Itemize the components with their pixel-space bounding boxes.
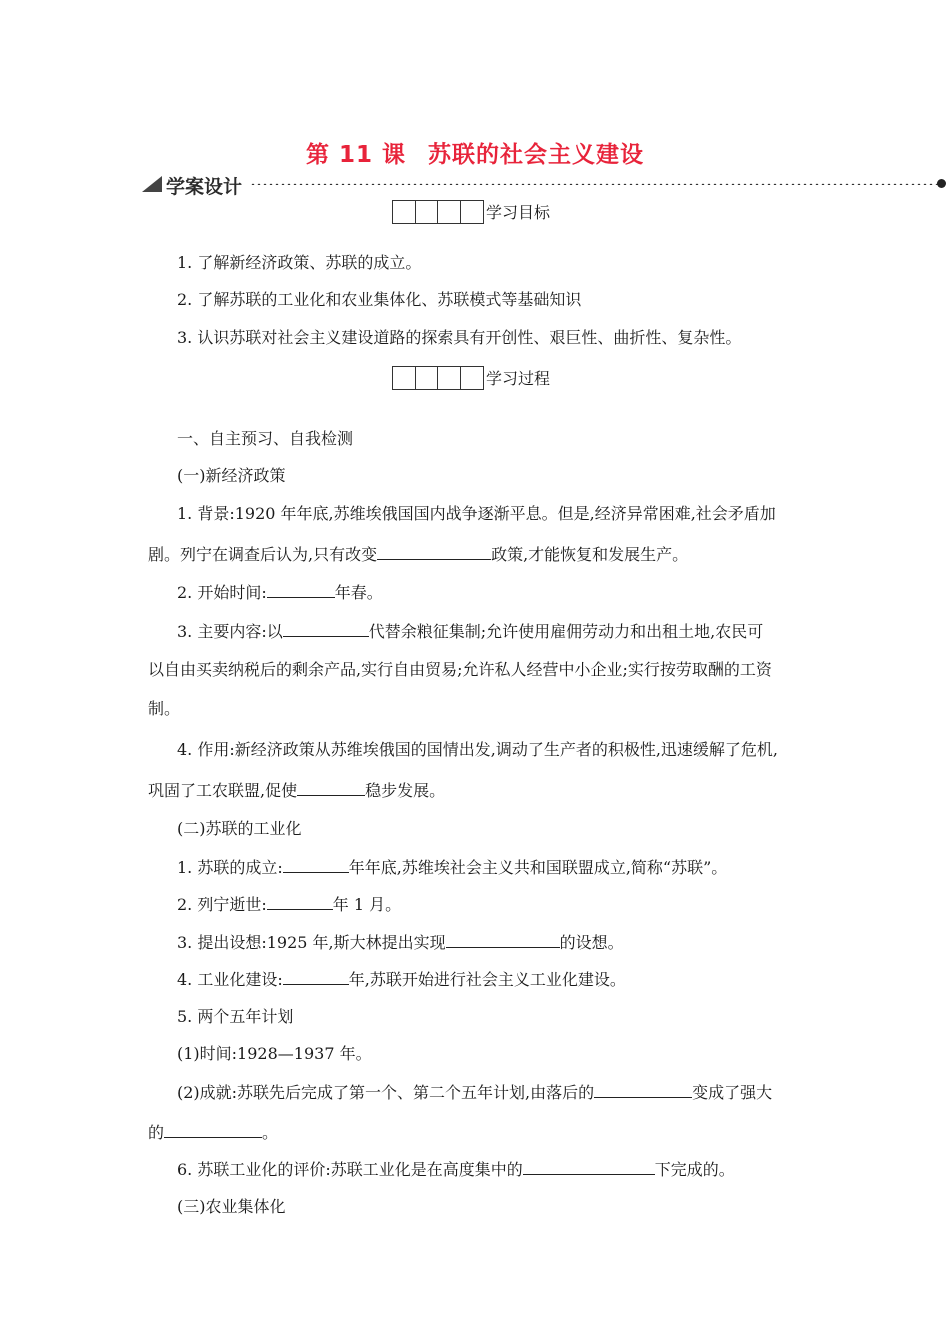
fill-blank[interactable] (267, 893, 333, 910)
process-header (392, 364, 550, 390)
fill-blank[interactable] (164, 1121, 262, 1138)
paragraph-line: 3. 主要内容:以 代替余粮征集制;允许使用雇佣劳动力和出租土地,农民可 (177, 622, 764, 641)
paragraph-line: 4. 工业化建设: 年,苏联开始进行社会主义工业化建设。 (177, 970, 626, 989)
section-header-bar (142, 172, 950, 198)
subsection-title: (一)新经济政策 (177, 466, 286, 485)
fill-blank[interactable] (283, 856, 349, 873)
lesson-title (0, 136, 950, 169)
paragraph-line: 剧。列宁在调查后认为,只有改变 政策,才能恢复和发展生产。 (148, 545, 689, 564)
fill-blank[interactable] (283, 620, 369, 637)
fill-blank[interactable] (377, 543, 491, 560)
part-title: 一、自主预习、自我检测 (177, 429, 354, 448)
paragraph-line: 巩固了工农联盟,促使 稳步发展。 (148, 781, 446, 800)
lesson-number: 第 11 课 (305, 142, 407, 168)
paragraph-line: 4. 作用:新经济政策从苏维埃俄国的国情出发,调动了生产者的积极性,迅速缓解了危机, (177, 740, 779, 759)
fill-blank[interactable] (283, 968, 349, 985)
paragraph-line: 制。 (148, 699, 181, 718)
paragraph-line: (1)时间:1928—1937 年。 (177, 1044, 372, 1063)
paragraph-line: 5. 两个五年计划 (177, 1007, 294, 1026)
goal-item: 2. 了解苏联的工业化和农业集体化、苏联模式等基础知识 (177, 290, 582, 309)
goal-item: 3. 认识苏联对社会主义建设道路的探索具有开创性、艰巨性、曲折性、复杂性。 (177, 328, 742, 347)
paragraph-line: 1. 背景:1920 年年底,苏维埃俄国国内战争逐渐平息。但是,经济异常困难,社会矛盾加 (177, 504, 776, 523)
box-decoration (392, 366, 482, 390)
lesson-name: 苏联的社会主义建设 (428, 142, 645, 168)
section-label: 学案设计 (166, 176, 243, 198)
fill-blank[interactable] (594, 1081, 692, 1098)
goals-header (392, 198, 550, 224)
paragraph-line: 2. 开始时间: 年春。 (177, 583, 383, 602)
fill-blank[interactable] (446, 931, 560, 948)
box-decoration (392, 200, 482, 224)
paragraph-line: 6. 苏联工业化的评价:苏联工业化是在高度集中的 下完成的。 (177, 1160, 735, 1179)
paragraph-line: 2. 列宁逝世: 年 1 月。 (177, 895, 402, 914)
subsection-title: (二)苏联的工业化 (177, 819, 302, 838)
paragraph-line: 1. 苏联的成立: 年年底,苏维埃社会主义共和国联盟成立,简称“苏联”。 (177, 858, 728, 877)
paragraph-line: 的 。 (148, 1123, 279, 1142)
goal-item: 1. 了解新经济政策、苏联的成立。 (177, 253, 422, 272)
paragraph-line: (2)成就:苏联先后完成了第一个、第二个五年计划,由落后的 变成了强大 (177, 1083, 773, 1102)
process-header-label: 学习过程 (486, 369, 551, 388)
subsection-title: (三)农业集体化 (177, 1197, 286, 1216)
dotted-divider (250, 183, 942, 185)
fill-blank[interactable] (523, 1158, 655, 1175)
goals-header-label: 学习目标 (486, 203, 551, 222)
fill-blank[interactable] (267, 581, 335, 598)
fill-blank[interactable] (297, 779, 365, 796)
paragraph-line: 3. 提出设想:1925 年,斯大林提出实现 的设想。 (177, 933, 624, 952)
paragraph-line: 以自由买卖纳税后的剩余产品,实行自由贸易;允许私人经营中小企业;实行按劳取酬的工资 (148, 660, 772, 679)
triangle-icon (142, 176, 162, 192)
dot-end-icon (937, 179, 946, 188)
